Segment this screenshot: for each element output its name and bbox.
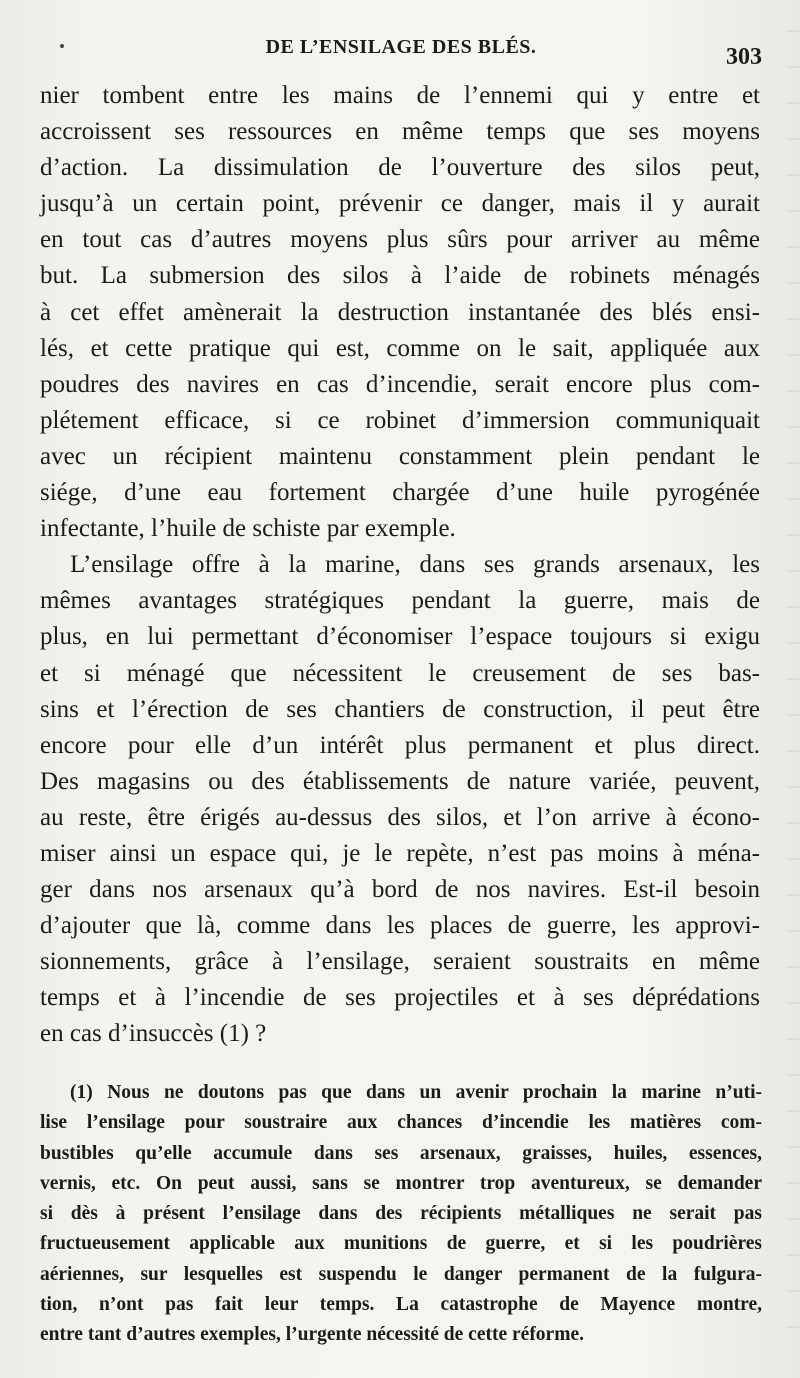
footnote-line: tion, n’ont pas fait leur temps. La catastrophe de Mayence montre, [40, 1294, 762, 1316]
text-line: avec un récipient maintenu constamment plein pendant le [40, 442, 760, 470]
text-line: en tout cas d’autres moyens plus sûrs pour arriver au même [40, 226, 760, 254]
text-line: miser ainsi un espace qui, je le repète, n’est pas moins à ména- [40, 839, 760, 867]
text-line: jusqu’à un certain point, prévenir ce danger, mais il y aurait [40, 190, 760, 218]
show-through-shadow [786, 30, 800, 1350]
text-line: et si ménagé que nécessitent le creusement de ses bas- [40, 659, 760, 687]
text-line: encore pour elle d’un intérêt plus permanent et plus direct. [40, 731, 760, 759]
text-line: poudres des navires en cas d’incendie, serait encore plus com- [40, 370, 760, 398]
text-line: sionnements, grâce à l’ensilage, seraient soustraits en même [40, 948, 760, 976]
main-text [40, 78, 760, 1053]
text-line: plétement efficace, si ce robinet d’immersion communiquait [40, 406, 760, 434]
footnote-line: (1) Nous ne doutons pas que dans un avenir prochain la marine n’uti- [70, 1082, 762, 1103]
text-line: temps et à l’incendie de ses projectiles et à ses déprédations [40, 984, 760, 1012]
text-line: mêmes avantages stratégiques pendant la guerre, mais de [40, 587, 760, 615]
text-line: Des magasins ou des établissements de nature variée, peuvent, [40, 767, 760, 795]
text-line: à cet effet amènerait la destruction instantanée des blés ensi- [40, 298, 760, 326]
footnote-line: aériennes, sur lesquelles est suspendu le danger permanent de la fulgura- [40, 1263, 762, 1285]
text-line: but. La submersion des silos à l’aide de robinets ménagés [40, 262, 760, 290]
footnote-line: entre tant d’autres exemples, l’urgente nécessité de cette réforme. [40, 1324, 584, 1346]
text-line: nier tombent entre les mains de l’ennemi qui y entre et [40, 82, 760, 109]
footnote-line: fructueusement applicable aux munitions de guerre, et si les poudrières [40, 1233, 762, 1255]
page-header [40, 30, 762, 70]
footnote-line: si dès à présent l’ensilage dans des récipients métalliques ne serait pas [40, 1203, 762, 1225]
text-line: d’action. La dissimulation de l’ouverture des silos peut, [40, 154, 760, 182]
footnote-line: lise l’ensilage pour soustraire aux chances d’incendie les matières com- [40, 1112, 762, 1134]
text-line: accroissent ses ressources en même temps que ses moyens [40, 118, 760, 146]
paragraph-end-line: en cas d’insuccès (1) ? [40, 1020, 267, 1048]
text-line: plus, en lui permettant d’économiser l’espace toujours si exigu [40, 623, 760, 651]
paragraph-start-line: L’ensilage offre à la marine, dans ses grands arsenaux, les [70, 551, 760, 579]
text-line: lés, et cette pratique qui est, comme on le sait, appliquée aux [40, 334, 760, 362]
footnote-line: vernis, etc. On peut aussi, sans se montrer trop aventureux, se demander [40, 1172, 762, 1194]
text-line: siége, d’une eau fortement chargée d’une huile pyrogénée [40, 479, 760, 507]
text-line: au reste, être érigés au-dessus des silos, et l’on arrive à écono- [40, 803, 760, 831]
text-line: sins et l’érection de ses chantiers de construction, il peut être [40, 695, 760, 723]
running-head: DE L’ENSILAGE DES BLÉS. [265, 36, 537, 58]
paragraph-end-line: infectante, l’huile de schiste par exemple. [40, 515, 456, 543]
text-line: d’ajouter que là, comme dans les places de guerre, les approvi- [40, 912, 760, 940]
footnote [40, 1078, 762, 1351]
text-line: ger dans nos arsenaux qu’à bord de nos navires. Est-il besoin [40, 876, 760, 904]
page-number: 303 [726, 44, 762, 70]
footnote-line: bustibles qu’elle accumule dans ses arsenaux, graisses, huiles, essences, [40, 1142, 762, 1164]
